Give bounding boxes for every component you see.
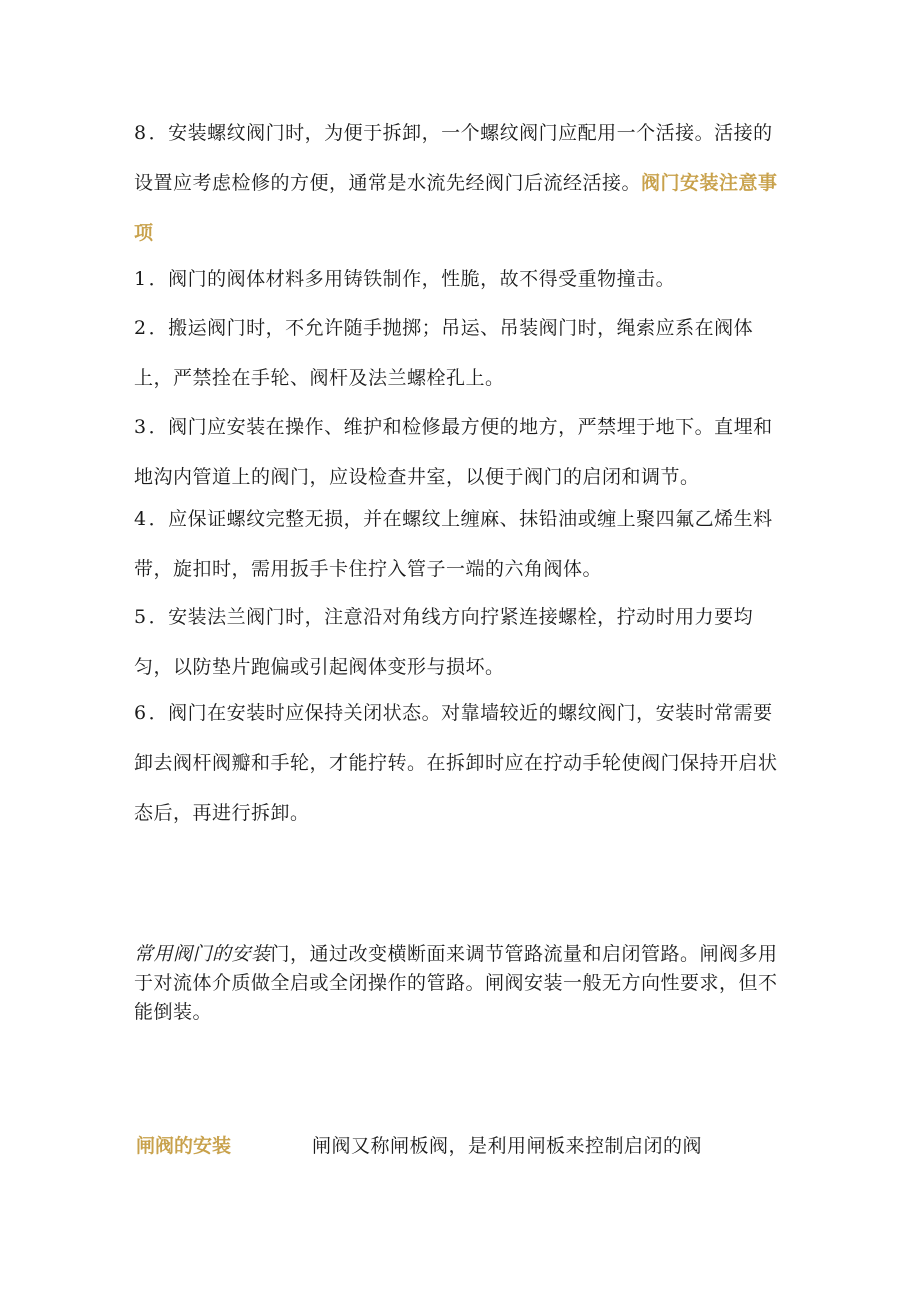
paragraph-item-5 [134,592,784,692]
item-text: ．应保证螺纹完整无损，并在螺纹上缠麻、抹铅油或缠上聚四氟乙烯生料带，旋扣时，需用扳手卡住拧入管子一端的六角阀体。 [134,508,773,580]
item-number: 1 [134,268,147,290]
item-text: ．阀门在安装时应保持关闭状态。对靠墙较近的螺纹阀门，安装时常需要卸去阀杆阀瓣和手轮，才能拧转。在拆卸时应在拧动手轮使阀门保持开启状态后，再进行拆卸。 [134,702,778,824]
item-text: ．阀门应安装在操作、维护和检修最方便的地方，严禁埋于地下。直埋和地沟内管道上的阀门，应设检查井室，以便于阀门的启闭和调节。 [134,416,773,488]
item-number: 5 [134,606,147,628]
item-number: 3 [134,416,147,438]
item-number: 6 [134,702,147,724]
paragraph-item-2 [134,303,784,403]
item-number: 4 [134,508,147,530]
item-text: ．阀门的阀体材料多用铸铁制作，性脆，故不得受重物撞击。 [148,268,676,290]
intro-italic-heading: 常用阀门的安装 [134,943,271,965]
item-text: ．搬运阀门时，不允许随手抛掷；吊运、吊装阀门时，绳索应系在阀体上，严禁拴在手轮、阀杆及法兰螺栓孔上。 [134,317,754,389]
paragraph-item-8 [134,108,784,258]
item-text: ．安装螺纹阀门时，为便于拆卸，一个螺纹阀门应配用一个活接。活接的设置应考虑检修的方便，通常是水流先经阀门后流经活接。 [134,122,773,194]
paragraph-item-3 [134,402,784,502]
paragraph-item-1 [134,254,784,304]
intro-text: 门，通过改变横断面来调节管路流量和启闭管路。闸阀多用于对流体介质做全启或全闭操作的管路。闸阀安装一般无方向性要求，但不能倒装。 [134,943,778,1023]
item-text: ．安装法兰阀门时，注意沿对角线方向拧紧连接螺栓，拧动时用力要均匀，以防垫片跑偏或引起阀体变形与损坏。 [134,606,754,678]
gate-valve-text: 闸阀又称闸板阀，是利用闸板来控制启闭的阀 [312,1135,703,1157]
intro-paragraph [134,940,784,1027]
section-heading-valve-notes: 阀门安装注意事项 [134,172,778,244]
item-number: 8 [134,122,147,144]
paragraph-item-6 [134,688,784,838]
item-number: 2 [134,317,147,339]
paragraph-item-4 [134,494,784,594]
gate-valve-heading: 闸阀的安装 [136,1135,232,1157]
